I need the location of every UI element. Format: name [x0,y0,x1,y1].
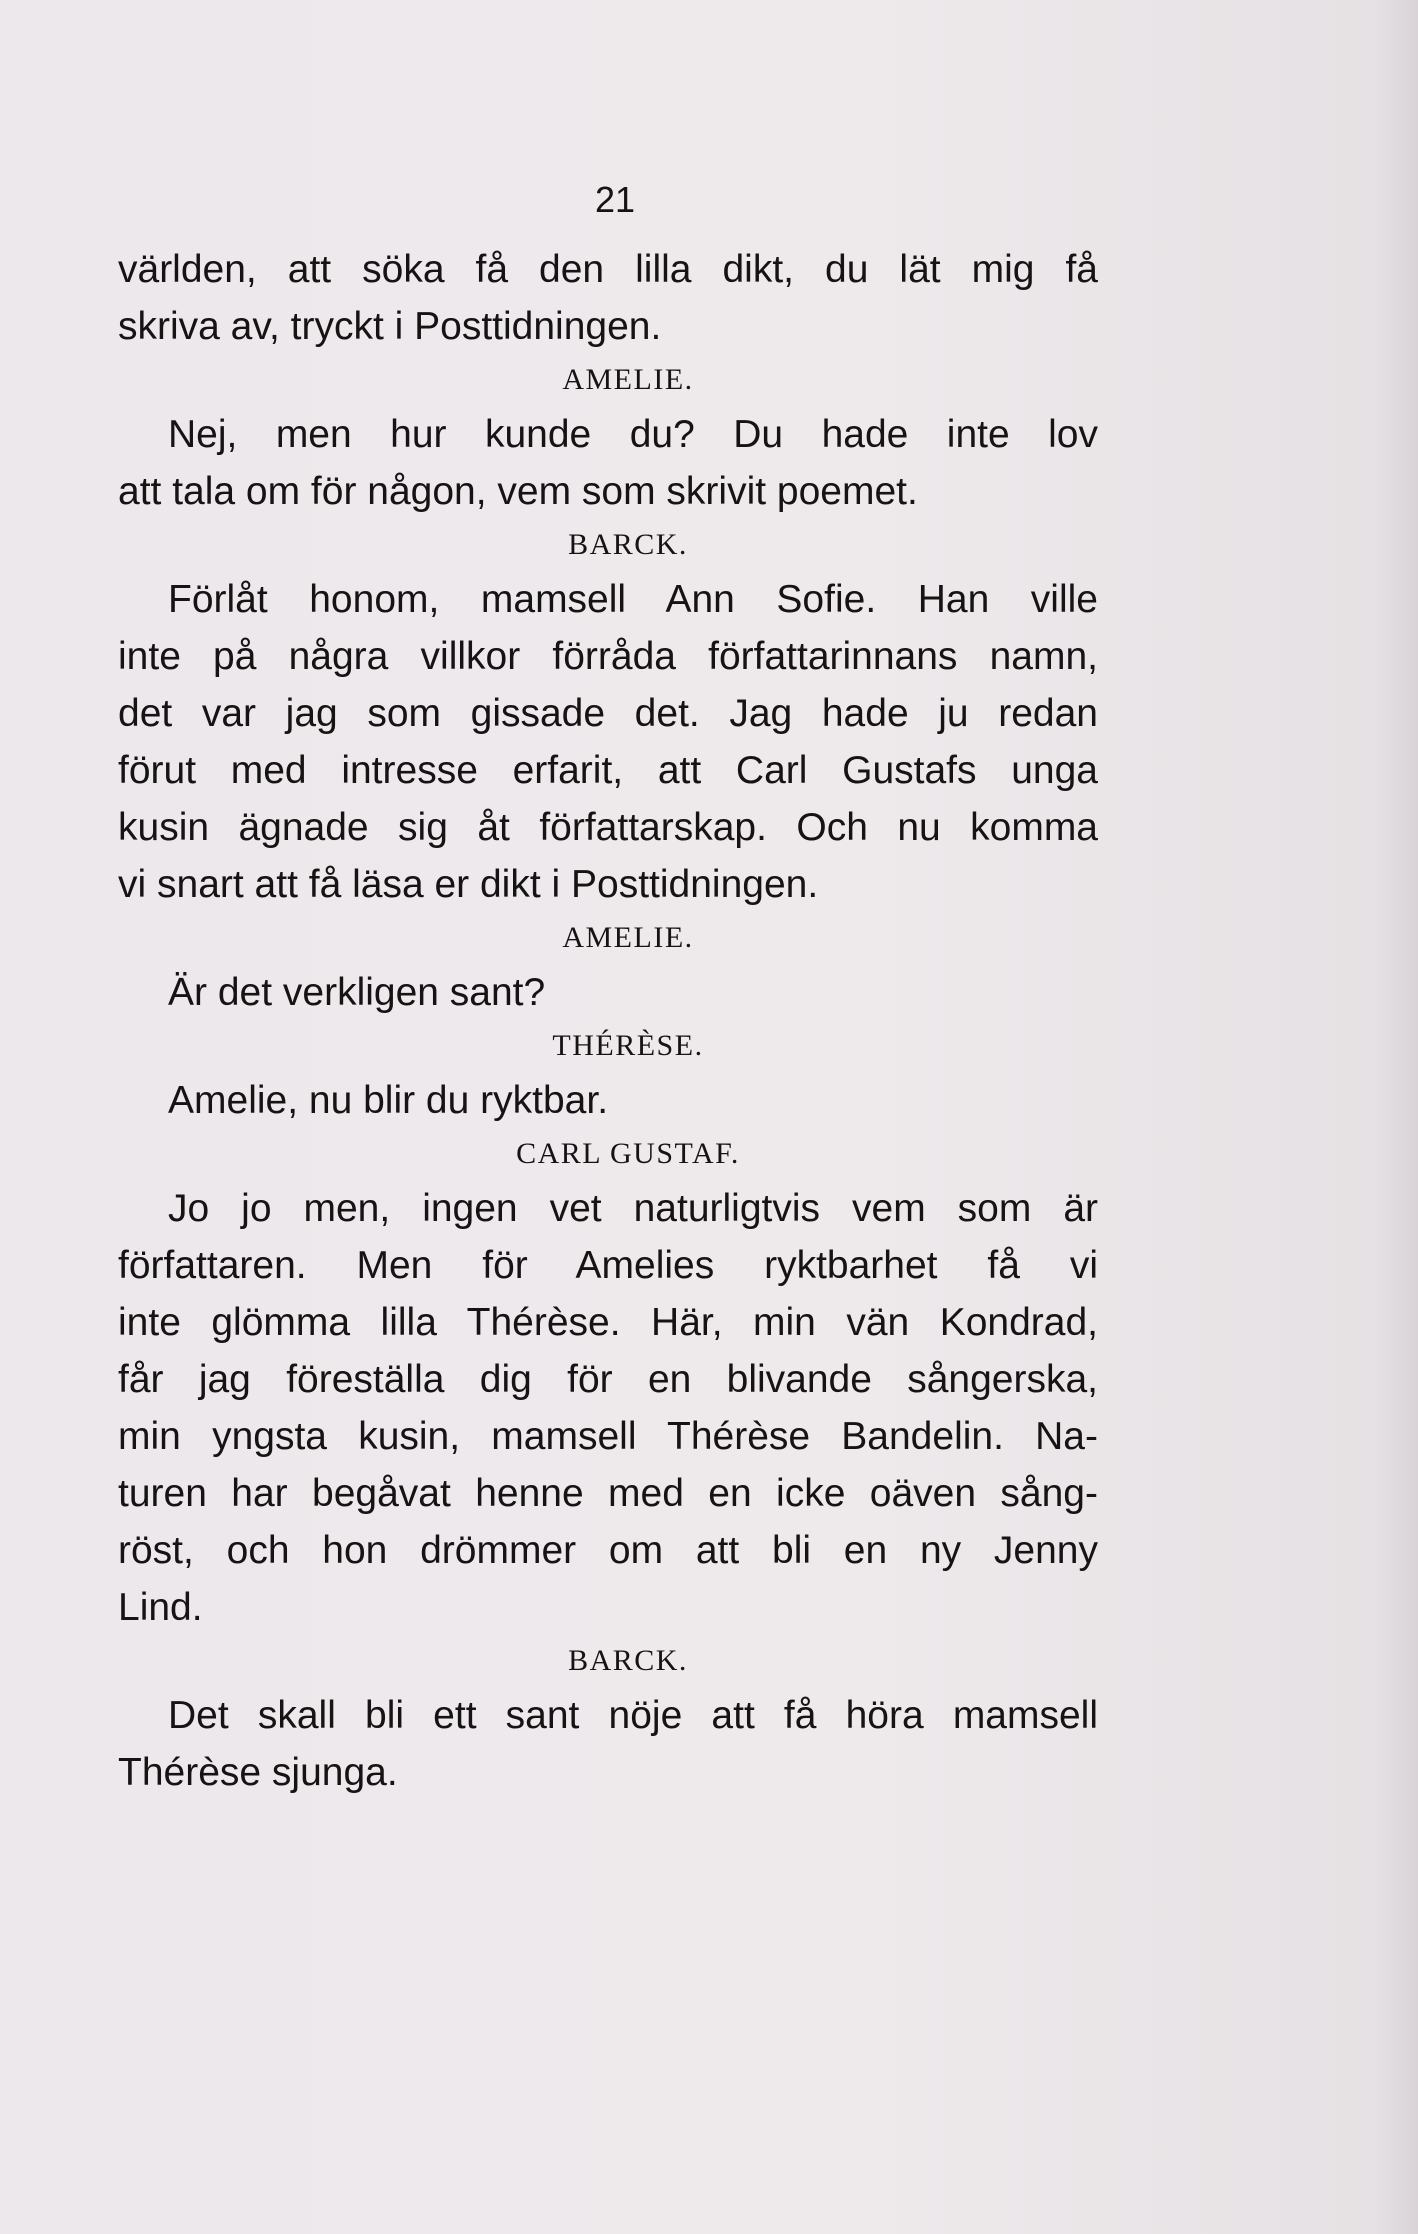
speaker-name: BARCK. [568,1644,688,1677]
text-line: röst, och hon drömmer om att bli en ny Jenny [118,1529,1098,1572]
text-line: vi snart att få läsa er dikt i Posttidningen. [118,863,819,906]
text-line: Förlåt honom, mamsell Ann Sofie. Han ville [168,578,1098,621]
text-line: Jo jo men, ingen vet naturligtvis vem som är [168,1187,1098,1230]
text-line: att tala om för någon, vem som skrivit poemet. [118,470,918,513]
text-line: turen har begåvat henne med en icke oäven sång- [118,1472,1098,1515]
text-line: inte på några villkor förråda författarinnans namn, [118,635,1098,678]
text-line: Amelie, nu blir du ryktbar. [168,1079,609,1122]
speaker-name: BARCK. [568,528,688,561]
speaker-name: AMELIE. [562,921,694,954]
text-line: Nej, men hur kunde du? Du hade inte lov [168,413,1098,456]
speaker-name: CARL GUSTAF. [516,1137,740,1170]
text-line: författaren. Men för Amelies ryktbarhet få vi [118,1244,1098,1287]
text-line: det var jag som gissade det. Jag hade ju redan [118,692,1098,735]
text-line: får jag föreställa dig för en blivande sångerska, [118,1358,1098,1401]
speaker-name: AMELIE. [562,363,694,396]
page-number: 21 [594,179,636,220]
text-line: förut med intresse erfarit, att Carl Gustafs unga [118,749,1098,792]
page-text [118,180,1098,1806]
text-line: Lind. [118,1586,203,1629]
text-line: skriva av, tryckt i Posttidningen. [118,305,662,348]
text-line: inte glömma lilla Thérèse. Här, min vän Kondrad, [118,1301,1098,1344]
text-line: Thérèse sjunga. [118,1751,398,1794]
text-line: kusin ägnade sig åt författarskap. Och nu komma [118,806,1098,849]
speaker-name: THÉRÈSE. [552,1029,704,1062]
text-line: Det skall bli ett sant nöje att få höra mamsell [168,1694,1098,1737]
text-line: världen, att söka få den lilla dikt, du lät mig få [118,248,1098,291]
text-line: min yngsta kusin, mamsell Thérèse Bandelin. Na- [118,1415,1098,1458]
text-line: Är det verkligen sant? [168,971,546,1014]
